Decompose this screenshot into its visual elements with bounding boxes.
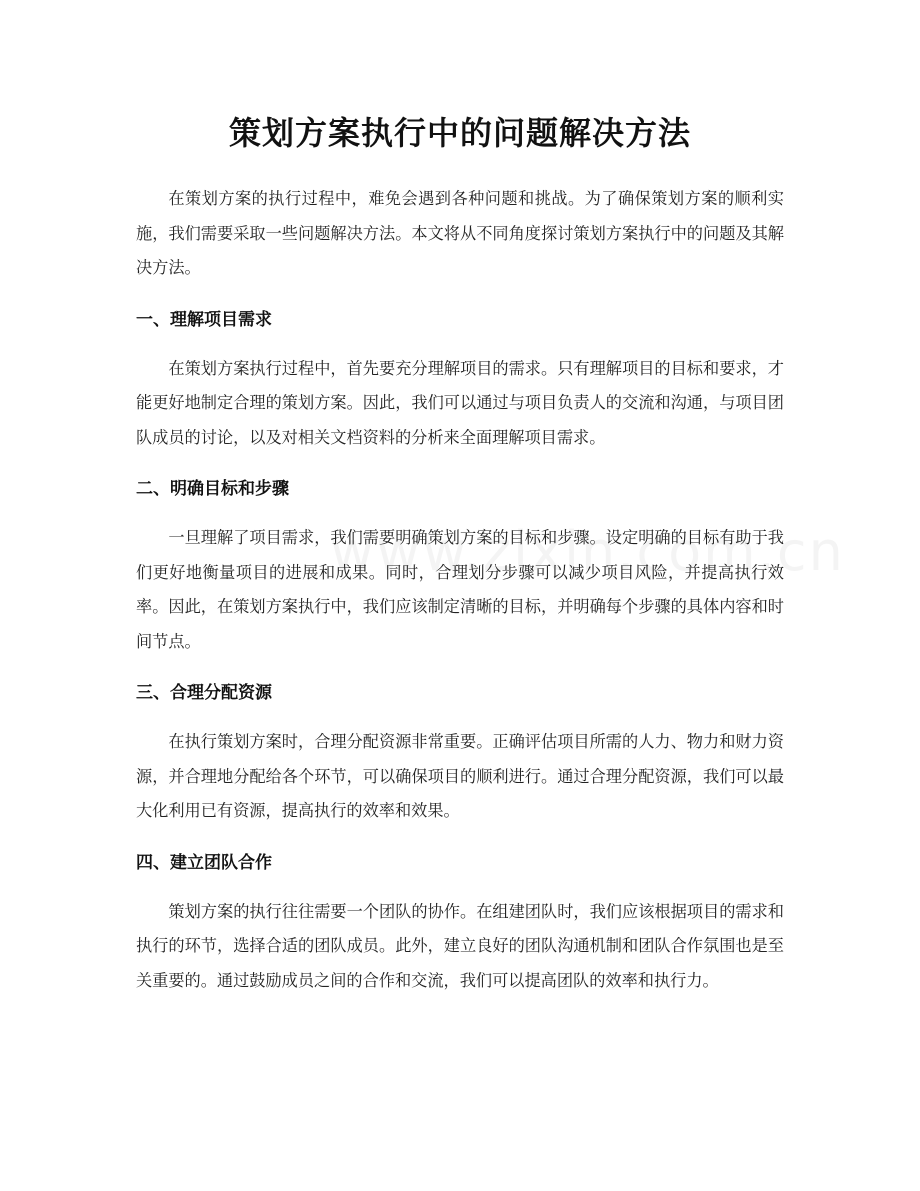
section-heading-3: 三、合理分配资源 — [136, 683, 272, 703]
section-paragraph-3: 在执行策划方案时，合理分配资源非常重要。正确评估项目所需的人力、物力和财力资源，并合理地分配给各个环节，可以确保项目的顺利进行。通过合理分配资源，我们可以最大化利用已有资源，提高执行的效率和效果。 — [136, 732, 784, 820]
section-heading-2: 二、明确目标和步骤 — [136, 479, 289, 499]
section-paragraph-2: 一旦理解了项目需求，我们需要明确策划方案的目标和步骤。设定明确的目标有助于我们更好地衡量项目的进展和成果。同时，合理划分步骤可以减少项目风险，并提高执行效率。因此，在策划方案执行中，我们应该制定清晰的目标，并明确每个步骤的具体内容和时间节点。 — [136, 528, 784, 651]
intro-paragraph: 在策划方案的执行过程中，难免会遇到各种问题和挑战。为了确保策划方案的顺利实施，我们需要采取一些问题解决方法。本文将从不同角度探讨策划方案执行中的问题及其解决方法。 — [136, 189, 784, 277]
section-heading-4: 四、建立团队合作 — [136, 852, 272, 873]
document-title: 策划方案执行中的问题解决方法 — [228, 114, 691, 152]
section-paragraph-4: 策划方案的执行往往需要一个团队的协作。在组建团队时，我们应该根据项目的需求和执行的环节，选择合适的团队成员。此外，建立良好的团队沟通机制和团队合作氛围也是至关重要的。通过鼓励成员之间的合作和交流，我们可以提高团队的效率和执行力。 — [136, 901, 784, 990]
section-paragraph-1: 在策划方案执行过程中，首先要充分理解项目的需求。只有理解项目的目标和要求，才能更好地制定合理的策划方案。因此，我们可以通过与项目负责人的交流和沟通，与项目团队成员的讨论，以及对相关文档资料的分析来全面理解项目需求。 — [136, 358, 784, 447]
document-body — [136, 182, 784, 998]
section-heading-1: 一、理解项目需求 — [136, 309, 272, 330]
